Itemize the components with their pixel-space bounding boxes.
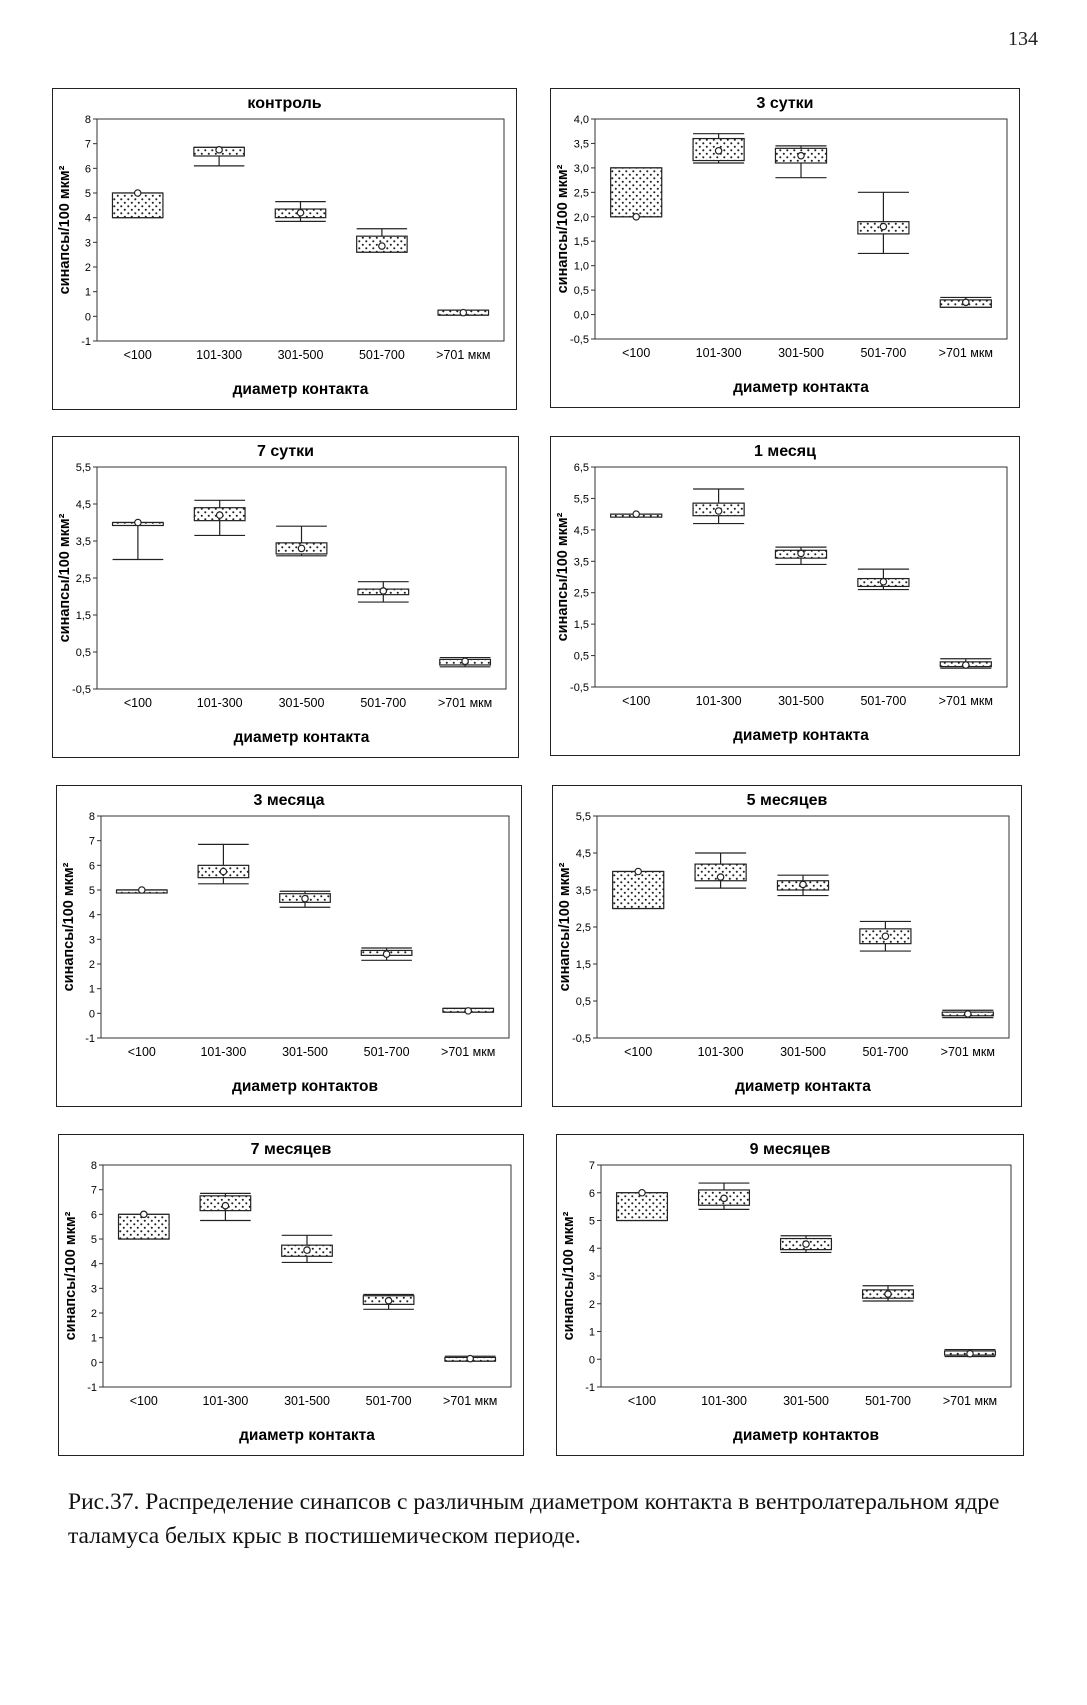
y-tick-label: 6 [88,860,95,873]
median-marker [383,951,389,957]
y-tick-label: 5,5 [575,811,591,823]
x-tick-label: <100 [123,696,152,710]
box-plot-svg [551,437,1019,755]
x-tick-label: 101-300 [196,348,243,362]
x-tick-label: 101-300 [697,1045,744,1059]
chart-title: 3 месяца [253,792,325,809]
chart-title: 5 месяцев [746,792,828,809]
median-marker [880,223,886,229]
median-marker [217,512,223,518]
y-tick-label: 8 [84,114,91,126]
median-marker [965,1011,971,1017]
y-axis-label: синапсы/100 мкм² [61,862,77,992]
y-tick-label: 0 [84,311,91,324]
plot-frame [597,816,1009,1038]
median-marker [715,148,721,154]
y-tick-label: 2 [84,262,91,274]
y-tick-label: -0,5 [570,682,589,694]
x-tick-label: >701 мкм [940,1045,995,1059]
median-marker [385,1297,391,1303]
x-tick-label: >701 мкм [938,694,993,708]
box-plot-svg [57,786,521,1106]
x-tick-label: >701 мкм [938,346,993,360]
y-tick-label: 4 [88,909,95,922]
y-axis-label: синапсы/100 мкм² [57,165,73,295]
y-tick-label: 6 [588,1187,595,1200]
box-plot-svg [53,89,516,409]
x-tick-label: 101-300 [701,1394,747,1408]
y-tick-label: 7 [588,1160,595,1172]
x-axis-label: диаметр контакта [733,727,869,744]
median-marker [460,309,466,315]
y-tick-label: 5 [84,188,91,200]
chart-panel-7-days [52,436,519,758]
y-tick-label: 4 [90,1258,97,1271]
y-axis-label: синапсы/100 мкм² [555,164,571,294]
median-marker [139,887,145,893]
median-marker [967,1351,973,1357]
x-tick-label: 101-300 [695,346,742,360]
y-tick-label: 3 [90,1283,97,1296]
x-tick-label: 301-500 [282,1045,328,1059]
y-tick-label: -1 [85,1033,95,1045]
y-tick-label: 1 [88,983,95,996]
iqr-box [613,872,664,909]
y-tick-label: 3 [88,934,95,947]
x-tick-label: 101-300 [202,1394,249,1408]
x-tick-label: 501-700 [360,696,407,710]
y-axis-label: синапсы/100 мкм² [57,513,73,643]
y-tick-label: 2,5 [573,587,589,600]
median-marker [220,868,226,874]
x-tick-label: 301-500 [277,348,324,362]
y-tick-label: 4,5 [75,499,91,511]
x-tick-label: 301-500 [284,1394,330,1408]
y-tick-label: 7 [90,1184,97,1197]
median-marker [141,1211,147,1217]
x-tick-label: 501-700 [365,1394,412,1408]
y-tick-label: 4,5 [575,848,591,860]
page-number: 134 [1008,28,1038,50]
y-tick-label: 4 [588,1243,595,1256]
y-tick-label: 5,5 [573,493,589,506]
median-marker [297,210,303,216]
x-tick-label: <100 [627,1394,657,1408]
y-tick-label: 1,5 [573,619,589,632]
median-marker [885,1291,891,1297]
x-tick-label: 501-700 [862,1045,909,1059]
y-tick-label: 3,5 [573,138,589,151]
y-tick-label: 2 [90,1308,97,1320]
y-tick-label: 3 [84,237,91,250]
x-tick-label: 501-700 [860,346,907,360]
median-marker [963,662,969,668]
x-tick-label: >701 мкм [443,1394,498,1408]
x-axis-label: диаметр контактов [232,1078,378,1095]
y-tick-label: 6,5 [573,462,589,474]
chart-title: 7 месяцев [250,1141,332,1158]
median-marker [800,881,806,887]
median-marker [222,1203,228,1209]
y-tick-label: -0,5 [572,1033,591,1045]
median-marker [298,545,304,551]
box-plot-svg [59,1135,523,1455]
box-plot-svg [53,437,518,757]
median-marker [633,511,639,517]
y-axis-label: синапсы/100 мкм² [555,512,571,642]
y-tick-label: 5,5 [75,462,91,474]
y-axis-label: синапсы/100 мкм² [557,862,573,992]
median-marker [380,588,386,594]
y-tick-label: 4 [84,212,91,225]
median-marker [379,243,385,249]
y-tick-label: 2,0 [573,211,589,224]
median-marker [465,1008,471,1014]
chart-title: 3 сутки [756,95,814,112]
chart-panel-3-months [56,785,522,1107]
median-marker [135,519,141,525]
y-tick-label: 3 [588,1271,595,1283]
y-tick-label: -1 [81,336,91,348]
chart-panel-9-months [556,1134,1024,1456]
y-tick-label: 1 [588,1326,595,1339]
x-tick-label: 101-300 [196,696,243,710]
y-tick-label: 8 [88,811,95,823]
x-tick-label: 501-700 [358,348,405,362]
plot-frame [97,119,504,341]
y-tick-label: 5 [90,1234,97,1246]
y-tick-label: 4,0 [573,114,589,126]
chart-title: контроль [247,95,322,112]
x-axis-label: диаметр контакта [232,381,369,398]
y-tick-label: 2 [588,1298,595,1311]
plot-frame [101,816,509,1038]
chart-title: 9 месяцев [749,1141,831,1158]
y-tick-label: 1,5 [573,236,589,249]
median-marker [882,933,888,939]
y-tick-label: 3,5 [75,536,91,548]
median-marker [467,1355,473,1361]
y-tick-label: 0 [90,1357,97,1370]
box-plot-svg [551,89,1019,407]
x-axis-label: диаметр контакта [733,379,869,396]
y-tick-label: 1,5 [75,610,91,622]
box-plot-svg [557,1135,1023,1455]
chart-panel-1-month [550,436,1020,756]
x-tick-label: >701 мкм [441,1045,496,1059]
chart-panel-3-days [550,88,1020,408]
x-tick-label: 301-500 [780,1045,826,1059]
x-tick-label: 501-700 [865,1394,911,1408]
x-tick-label: 101-300 [200,1045,247,1059]
y-axis-label: синапсы/100 мкм² [561,1211,577,1341]
y-tick-label: 2,5 [573,187,589,200]
y-tick-label: 1 [84,286,91,299]
median-marker [715,508,721,514]
median-marker [639,1190,645,1196]
x-axis-label: диаметр контакта [735,1078,871,1095]
x-tick-label: 301-500 [778,694,824,708]
y-tick-label: 0,5 [575,996,591,1008]
y-tick-label: 3,5 [573,556,589,569]
chart-title: 1 месяц [754,443,816,460]
x-axis-label: диаметр контакта [239,1427,375,1444]
x-tick-label: >701 мкм [436,348,491,362]
y-tick-label: -0,5 [72,684,91,696]
x-tick-label: <100 [622,694,651,708]
median-marker [798,550,804,556]
y-tick-label: 0,0 [573,309,589,322]
y-tick-label: 2,5 [575,922,591,934]
median-marker [462,658,468,664]
y-tick-label: 0,5 [573,285,589,298]
y-tick-label: 6 [84,163,91,176]
plot-frame [97,467,506,689]
x-tick-label: 301-500 [783,1394,829,1408]
x-tick-label: 101-300 [695,694,742,708]
y-tick-label: 1,5 [575,959,591,971]
x-tick-label: <100 [622,346,651,360]
y-tick-label: 6 [90,1209,97,1222]
plot-frame [595,467,1007,687]
y-tick-label: 2 [88,959,95,971]
x-axis-label: диаметр контакта [233,729,370,746]
x-tick-label: 301-500 [778,346,824,360]
y-tick-label: -1 [87,1382,97,1394]
x-tick-label: 301-500 [278,696,325,710]
chart-panel-control [52,88,517,410]
y-axis-label: синапсы/100 мкм² [63,1211,79,1341]
y-tick-label: 0,5 [75,647,91,659]
median-marker [721,1195,727,1201]
y-tick-label: 2,5 [75,573,91,585]
y-tick-label: 7 [84,138,91,151]
y-tick-label: 4,5 [573,524,589,537]
median-marker [135,190,141,196]
y-tick-label: 0 [88,1008,95,1021]
y-tick-label: 0 [588,1354,595,1367]
x-axis-label: диаметр контактов [733,1427,879,1444]
y-tick-label: 5 [588,1215,595,1228]
x-tick-label: <100 [624,1045,653,1059]
y-tick-label: 0,5 [573,650,589,663]
plot-frame [103,1165,511,1387]
chart-title: 7 сутки [256,443,315,460]
median-marker [803,1241,809,1247]
y-tick-label: 3,0 [573,162,589,175]
chart-panel-7-months [58,1134,524,1456]
median-marker [880,579,886,585]
x-tick-label: >701 мкм [437,696,493,710]
y-tick-label: -1 [585,1382,595,1394]
y-tick-label: 3,5 [575,885,591,897]
iqr-box [611,168,662,217]
median-marker [216,147,222,153]
chart-panel-5-months [552,785,1022,1107]
x-tick-label: 501-700 [363,1045,410,1059]
median-marker [963,299,969,305]
x-tick-label: <100 [129,1394,158,1408]
x-tick-label: <100 [127,1045,156,1059]
figure-caption: Рис.37. Распределение синапсов с различным диаметром контакта в вентролатеральном ядре таламуса белых крыс в постишемическом периоде. [68,1489,1000,1549]
median-marker [635,868,641,874]
x-tick-label: >701 мкм [942,1394,998,1408]
x-tick-label: 501-700 [860,694,907,708]
median-marker [798,152,804,158]
y-tick-label: -0,5 [570,334,589,346]
median-marker [304,1247,310,1253]
iqr-box [617,1193,668,1221]
median-marker [633,214,639,220]
y-tick-label: 1 [90,1332,97,1345]
y-tick-label: 5 [88,885,95,897]
median-marker [717,874,723,880]
box-plot-svg [553,786,1021,1106]
y-tick-label: 1,0 [573,260,589,273]
y-tick-label: 7 [88,835,95,848]
y-tick-label: 8 [90,1160,97,1172]
x-tick-label: <100 [123,348,152,362]
median-marker [302,895,308,901]
